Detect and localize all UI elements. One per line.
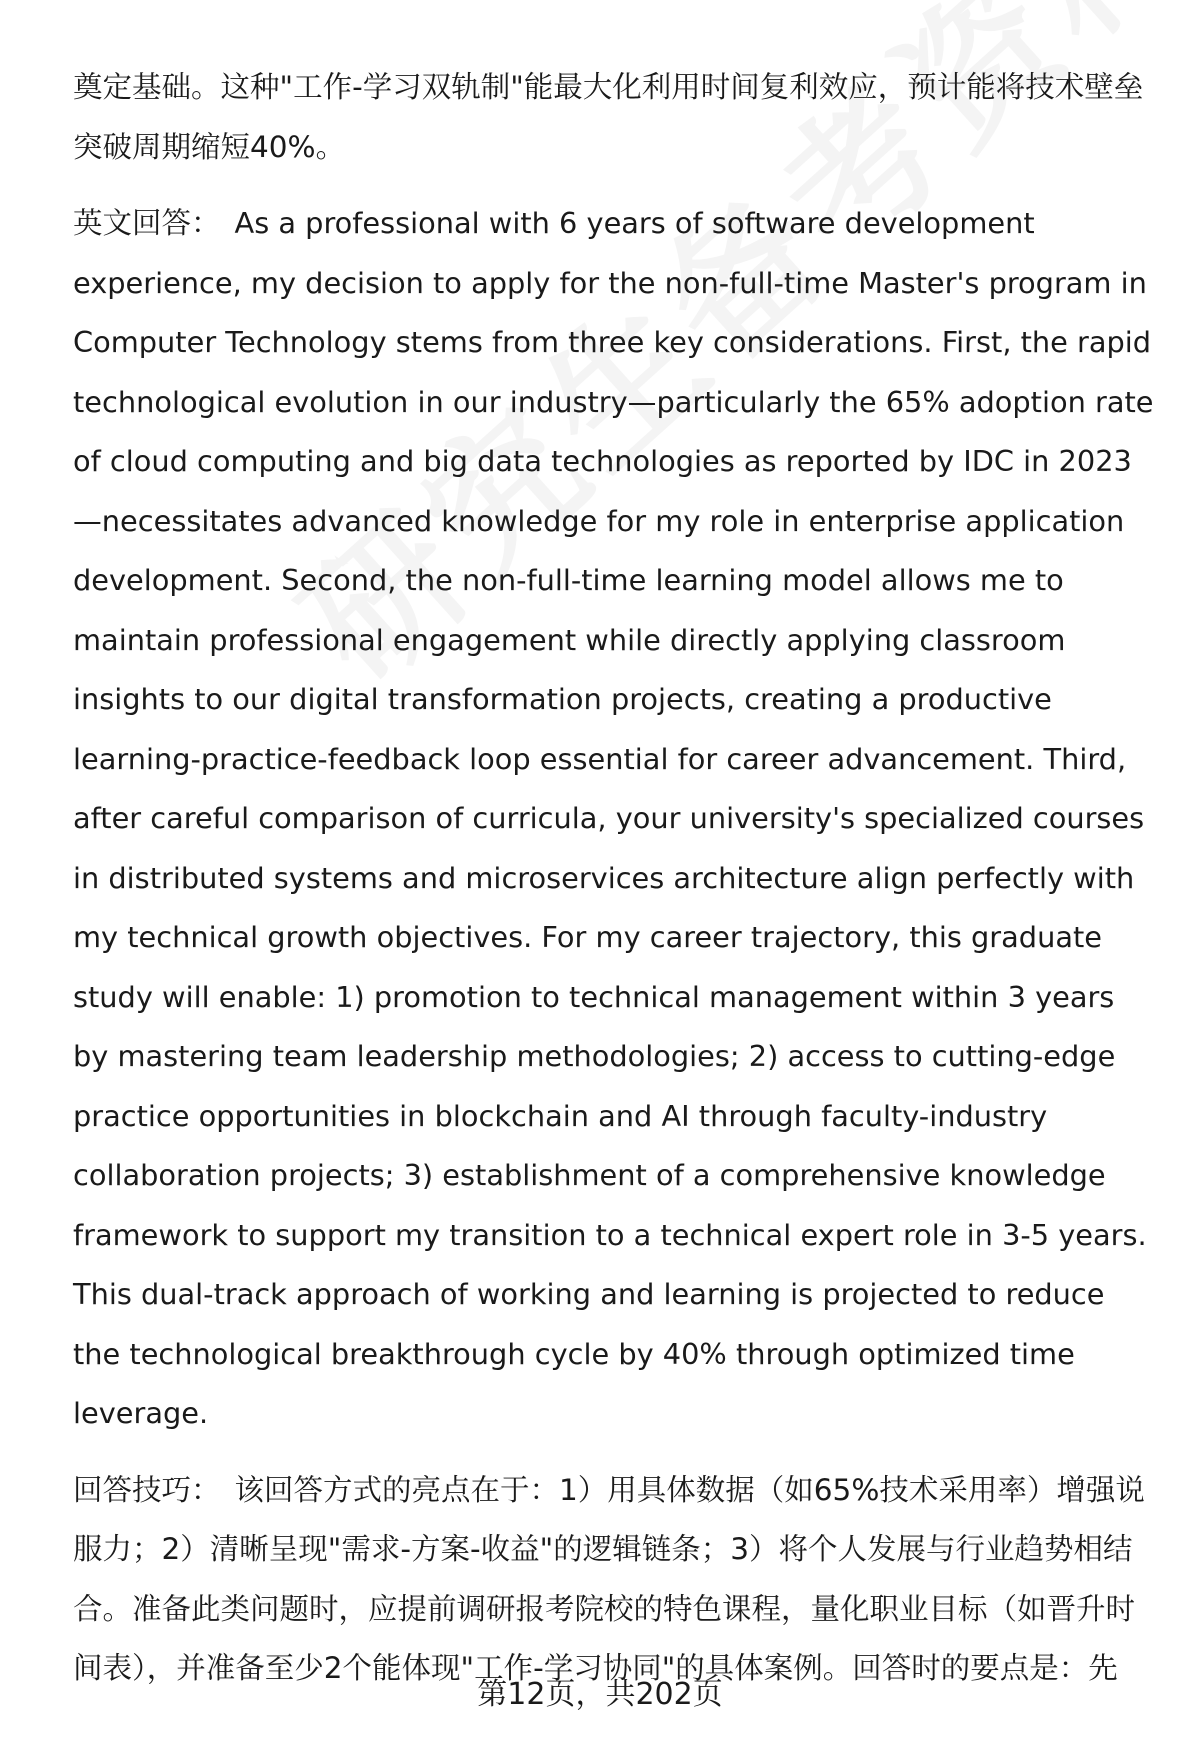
intro-tail-paragraph: 奠定基础。这种"工作-学习双轨制"能最大化利用时间复利效应，预计能将技术壁垒突破周期缩短40%。 bbox=[73, 70, 1144, 164]
answer-tips-paragraph bbox=[73, 1461, 1158, 1699]
page-content bbox=[73, 58, 1158, 1699]
english-answer-paragraph bbox=[73, 194, 1158, 1444]
answer-tips-text: 该回答方式的亮点在于：1）用具体数据（如65%技术采用率）增强说服力；2）清晰呈现"需求-方案-收益"的逻辑链条；3）将个人发展与行业趋势相结合。准备此类问题时，应提前调研报考院校的特色课程，量化职业目标（如晋升时间表），并准备至少2个能体现"工作-学习协同"的具体案例。回答时的要点是：先 bbox=[73, 1472, 1145, 1685]
english-answer-label: 英文回答： bbox=[73, 206, 221, 240]
english-answer-text: As a professional with 6 years of software development experience, my decision to apply for the non-full-time Master's program in Computer Technology stems from three key considerations. First, the rapid technological evolution in our industry—particularly the 65% adoption rate of cloud computing and big data technologies as reported by IDC in 2023—necessitates advanced knowledge for my role in enterprise application development. Second, the non-full-time learning model allows me to maintain professional engagement while directly applying classroom insights to our digital transformation projects, creating a productive learning-practice-feedback loop essential for career advancement. Third, after careful comparison of curricula, your university's specialized courses in distributed systems and microservices architecture align perfectly with my technical growth objectives. For my career trajectory, this graduate study will enable: 1) promotion to technical management within 3 years by mastering team leadership methodologies; 2) access to cutting-edge practice opportunities in blockchain and AI through faculty-industry collaboration projects; 3) establishment of a comprehensive knowledge framework to support my transition to a technical expert role in 3-5 years. This dual-track approach of working and learning is projected to reduce the technological breakthrough cycle by 40% through optimized time leverage. bbox=[73, 206, 1154, 1430]
answer-tips-label: 回答技巧： bbox=[73, 1472, 221, 1507]
page-indicator: 第12页，共202页 bbox=[477, 1677, 723, 1712]
